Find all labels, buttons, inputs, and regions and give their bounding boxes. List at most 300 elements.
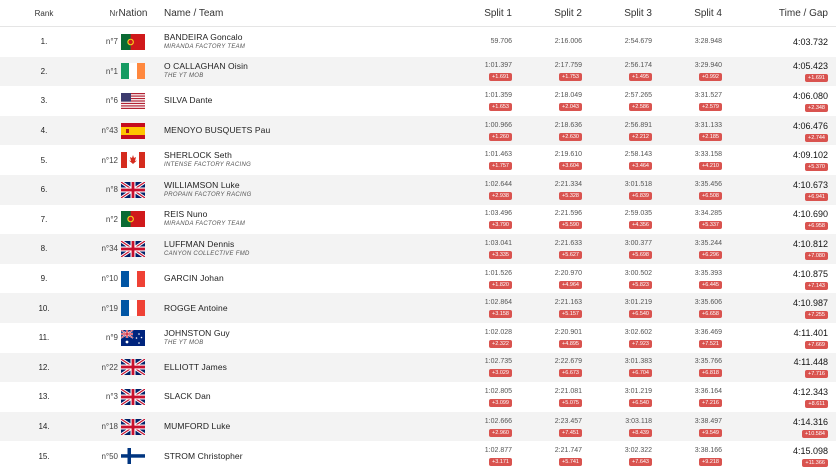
final-gap-badge: +7.669 xyxy=(805,341,828,349)
split-4-gap-badge: +6.818 xyxy=(699,369,722,377)
rank-cell: 13. xyxy=(38,392,50,402)
split-3-cell xyxy=(584,86,654,116)
split-3-gap-badge: +6.704 xyxy=(629,369,652,377)
split-2-cell xyxy=(514,293,584,323)
final-gap-badge: +7.255 xyxy=(805,311,828,319)
portugal-flag-icon xyxy=(121,34,145,50)
table-row[interactable] xyxy=(0,264,836,294)
time-gap-cell xyxy=(724,27,836,57)
bib-number: n°7 xyxy=(105,37,118,47)
split-4-time: 3:36.469 xyxy=(694,328,722,336)
rider-name[interactable]: SLACK Dan xyxy=(164,391,211,402)
bib-number: n°18 xyxy=(88,412,118,442)
split-3-cell xyxy=(584,205,654,235)
final-time: 4:10.875 xyxy=(792,268,828,279)
split-1-cell xyxy=(444,353,514,383)
final-gap-badge: +1.691 xyxy=(805,74,828,82)
nation-cell xyxy=(118,57,148,87)
france-flag-icon xyxy=(121,300,145,316)
split-4-time: 3:35.244 xyxy=(694,239,722,247)
table-row[interactable] xyxy=(0,175,836,205)
split-3-time: 2:54.679 xyxy=(624,37,652,45)
rank-cell: 15. xyxy=(38,451,50,461)
rider-name[interactable]: WILLIAMSON Luke xyxy=(164,179,240,190)
split-3-time: 3:02.322 xyxy=(624,447,652,455)
uk-flag-icon xyxy=(121,359,145,375)
bib-number: n°19 xyxy=(88,293,118,323)
split-3-time: 3:03.118 xyxy=(625,417,652,425)
rank-cell: 6. xyxy=(0,175,88,205)
split-2-time: 2:17.759 xyxy=(554,62,582,70)
split-1-gap-badge: +3.335 xyxy=(489,251,512,259)
split-1-gap-badge: +2.938 xyxy=(489,192,512,200)
team-name: CANYON COLLECTIVE FMD xyxy=(164,250,250,257)
split-3-cell xyxy=(584,234,654,264)
split-2-cell xyxy=(514,323,584,353)
time-gap-cell xyxy=(724,145,836,175)
split-3-time: 3:01.219 xyxy=(624,299,652,307)
header-nr[interactable]: Nr xyxy=(88,0,118,27)
split-2-gap-badge: +5.741 xyxy=(559,458,582,466)
rider-name[interactable]: SILVA Dante xyxy=(164,95,213,106)
time-gap-cell xyxy=(724,264,836,294)
split-1-time: 1:00.966 xyxy=(484,121,512,129)
rank-cell: 14. xyxy=(0,412,88,442)
split-2-time: 2:18.636 xyxy=(554,121,582,129)
nation-cell xyxy=(118,412,148,442)
table-row[interactable] xyxy=(0,57,836,87)
nation-cell xyxy=(118,382,148,412)
nation-cell xyxy=(118,234,148,264)
split-4-cell xyxy=(654,323,724,353)
split-2-cell xyxy=(514,116,584,146)
rank-cell: 12. xyxy=(0,353,88,383)
final-gap-badge: +11.366 xyxy=(802,459,828,467)
split-4-cell xyxy=(654,293,724,323)
portugal-flag-icon xyxy=(121,211,145,227)
split-1-cell xyxy=(444,264,514,294)
final-gap-badge: +6.941 xyxy=(805,193,828,201)
rider-name[interactable]: REIS Nuno xyxy=(164,209,208,220)
split-2-gap-badge: +5.627 xyxy=(559,251,582,259)
split-1-gap-badge: +3.171 xyxy=(489,458,512,466)
split-3-gap-badge: +8.439 xyxy=(629,429,652,437)
split-3-cell xyxy=(584,353,654,383)
split-4-time: 3:31.527 xyxy=(694,91,722,99)
split-4-cell xyxy=(654,264,724,294)
team-name: THE YT MOB xyxy=(164,73,204,80)
rank-cell: 1. xyxy=(40,37,48,47)
split-1-cell xyxy=(444,382,514,412)
time-gap-cell xyxy=(724,293,836,323)
bib-number: n°12 xyxy=(101,155,118,165)
name-team-cell xyxy=(148,234,444,264)
final-time: 4:10.673 xyxy=(792,179,828,190)
final-time: 4:09.102 xyxy=(792,150,828,161)
uk-flag-icon xyxy=(121,389,145,405)
australia-flag-icon xyxy=(121,330,145,346)
split-4-cell xyxy=(654,412,724,442)
split-3-gap-badge: +4.356 xyxy=(629,221,652,229)
split-1-gap-badge: +1.820 xyxy=(489,281,512,289)
header-split-1[interactable]: Split 1 xyxy=(444,0,514,27)
split-4-cell xyxy=(654,116,724,146)
final-gap-badge: +2.348 xyxy=(805,104,828,112)
split-1-gap-badge: +3.029 xyxy=(489,369,512,377)
time-gap-cell xyxy=(724,323,836,353)
bib-number: n°8 xyxy=(88,175,118,205)
split-3-time: 3:00.502 xyxy=(624,269,652,277)
split-2-time: 2:18.049 xyxy=(554,91,582,99)
rank-cell: 10. xyxy=(0,293,88,323)
split-2-cell xyxy=(514,205,584,235)
header-time-gap[interactable]: Time / Gap xyxy=(724,0,836,27)
split-3-gap-badge: +1.495 xyxy=(629,73,652,81)
header-nation[interactable]: Nation xyxy=(118,0,148,27)
split-1-time: 1:01.526 xyxy=(484,269,512,277)
split-1-gap-badge: +2.322 xyxy=(489,340,512,348)
split-2-cell xyxy=(514,264,584,294)
time-gap-cell xyxy=(724,382,836,412)
rider-name[interactable]: STROM Christopher xyxy=(164,450,243,461)
rider-name[interactable]: LUFFMAN Dennis xyxy=(164,238,235,249)
split-3-cell xyxy=(584,27,654,57)
split-2-cell xyxy=(514,353,584,383)
split-4-cell xyxy=(654,382,724,412)
split-4-gap-badge: +7.521 xyxy=(699,340,722,348)
bib-number: n°3 xyxy=(105,392,118,402)
split-2-gap-badge: +2.043 xyxy=(559,103,582,111)
header-rank[interactable]: Rank xyxy=(0,0,88,27)
split-3-gap-badge: +5.823 xyxy=(629,281,652,289)
table-row[interactable] xyxy=(0,441,836,471)
name-team-cell xyxy=(148,27,444,57)
split-4-time: 3:28.948 xyxy=(694,37,722,45)
table-row[interactable] xyxy=(0,412,836,442)
split-1-cell xyxy=(444,175,514,205)
final-gap-badge: +10.584 xyxy=(802,430,828,438)
split-1-time: 1:02.864 xyxy=(484,299,512,307)
final-time: 4:06.080 xyxy=(792,90,828,101)
split-3-gap-badge: +6.839 xyxy=(629,192,652,200)
table-row[interactable] xyxy=(0,234,836,264)
final-gap-badge: +7.080 xyxy=(805,252,828,260)
split-2-gap-badge: +4.964 xyxy=(559,281,582,289)
split-1-time: 1:02.666 xyxy=(484,417,512,425)
table-row[interactable] xyxy=(0,293,836,323)
split-3-time: 3:00.377 xyxy=(624,239,652,247)
nation-cell xyxy=(118,264,148,294)
split-4-time: 3:35.766 xyxy=(694,358,722,366)
rank-cell: 3. xyxy=(40,96,48,106)
split-1-time: 1:02.877 xyxy=(484,447,512,455)
split-4-cell xyxy=(654,86,724,116)
name-team-cell xyxy=(148,86,444,116)
split-2-gap-badge: +5.590 xyxy=(559,221,582,229)
bib-number: n°9 xyxy=(105,333,118,343)
name-team-cell xyxy=(148,441,444,471)
split-3-cell xyxy=(584,57,654,87)
split-1-time: 1:01.397 xyxy=(484,62,512,70)
table-row[interactable] xyxy=(0,116,836,146)
team-name: PROPAIN FACTORY RACING xyxy=(164,191,252,198)
spain-flag-icon xyxy=(121,123,145,139)
time-gap-cell xyxy=(724,116,836,146)
split-4-gap-badge: +6.445 xyxy=(699,281,722,289)
split-3-cell xyxy=(584,412,654,442)
split-2-time: 2:21.334 xyxy=(554,180,582,188)
split-3-cell xyxy=(584,145,654,175)
time-gap-cell xyxy=(724,57,836,87)
rider-name[interactable]: ROGGE Antoine xyxy=(164,302,228,313)
table-row[interactable] xyxy=(0,353,836,383)
final-gap-badge: +7.716 xyxy=(805,370,828,378)
split-4-cell xyxy=(654,57,724,87)
name-team-cell xyxy=(148,116,444,146)
split-1-cell xyxy=(444,116,514,146)
split-2-cell xyxy=(514,175,584,205)
header-split-4[interactable]: Split 4 xyxy=(654,0,724,27)
split-1-time: 1:02.644 xyxy=(484,180,512,188)
split-3-gap-badge: +2.586 xyxy=(629,103,652,111)
canada-flag-icon xyxy=(121,152,145,168)
rank-cell: 2. xyxy=(0,57,88,87)
nation-cell xyxy=(118,353,148,383)
split-1-time: 1:03.496 xyxy=(484,210,512,218)
split-1-cell xyxy=(444,323,514,353)
split-2-time: 2:21.163 xyxy=(554,299,582,307)
split-4-gap-badge: +9.218 xyxy=(699,458,722,466)
nation-cell xyxy=(118,145,148,175)
rider-name[interactable]: O CALLAGHAN Oisin xyxy=(164,61,248,72)
ireland-flag-icon xyxy=(121,63,145,79)
split-2-cell xyxy=(514,412,584,442)
split-3-cell xyxy=(584,323,654,353)
team-name: INTENSE FACTORY RACING xyxy=(164,162,252,169)
split-3-gap-badge: +3.464 xyxy=(629,162,652,170)
split-2-cell xyxy=(514,86,584,116)
split-4-time: 3:34.285 xyxy=(694,210,722,218)
bib-number: n°43 xyxy=(88,116,118,146)
split-3-gap-badge: +5.698 xyxy=(629,251,652,259)
split-4-gap-badge: +5.337 xyxy=(699,221,722,229)
nation-cell xyxy=(118,116,148,146)
split-3-cell xyxy=(584,441,654,471)
bib-number: n°1 xyxy=(88,57,118,87)
split-4-gap-badge: +6.296 xyxy=(699,251,722,259)
final-time: 4:14.316 xyxy=(792,416,828,427)
usa-flag-icon xyxy=(121,93,145,109)
team-name: MIRANDA FACTORY TEAM xyxy=(164,43,246,50)
nation-cell xyxy=(118,293,148,323)
split-4-cell xyxy=(654,27,724,57)
name-team-cell xyxy=(148,175,444,205)
split-3-time: 3:02.602 xyxy=(624,328,652,336)
split-4-time: 3:35.606 xyxy=(694,299,722,307)
split-2-time: 2:21.633 xyxy=(554,239,582,247)
split-3-time: 3:01.383 xyxy=(624,358,652,366)
name-team-cell xyxy=(148,293,444,323)
table-row[interactable] xyxy=(0,382,836,412)
header-name-team[interactable]: Name / Team xyxy=(148,0,444,27)
split-2-time: 2:16.006 xyxy=(554,37,582,45)
team-name: THE YT MOB xyxy=(164,339,204,346)
bib-number: n°2 xyxy=(105,214,118,224)
name-team-cell xyxy=(148,205,444,235)
split-2-gap-badge: +3.604 xyxy=(559,162,582,170)
final-time: 4:11.401 xyxy=(793,327,828,338)
bib-number: n°6 xyxy=(105,96,118,106)
split-2-time: 2:20.901 xyxy=(554,328,582,336)
split-4-cell xyxy=(654,175,724,205)
bib-number: n°50 xyxy=(101,451,118,461)
table-row[interactable] xyxy=(0,145,836,175)
split-1-gap-badge: +2.960 xyxy=(489,429,512,437)
split-2-cell xyxy=(514,57,584,87)
final-gap-badge: +6.958 xyxy=(805,222,828,230)
rider-name[interactable]: BANDEIRA Goncalo xyxy=(164,31,243,42)
split-3-time: 2:57.265 xyxy=(624,91,652,99)
table-row[interactable] xyxy=(0,205,836,235)
split-4-gap-badge: +2.185 xyxy=(699,133,722,141)
name-team-cell xyxy=(148,264,444,294)
split-2-gap-badge: +5.075 xyxy=(559,399,582,407)
split-2-cell xyxy=(514,27,584,57)
split-2-time: 2:20.970 xyxy=(554,269,582,277)
rider-name[interactable]: MUMFORD Luke xyxy=(164,421,231,432)
split-4-gap-badge: +6.658 xyxy=(699,310,722,318)
split-3-cell xyxy=(584,382,654,412)
rank-cell: 5. xyxy=(40,155,48,165)
split-1-gap-badge: +3.790 xyxy=(489,221,512,229)
split-3-cell xyxy=(584,175,654,205)
final-time: 4:03.732 xyxy=(792,36,828,47)
split-1-gap-badge: +3.099 xyxy=(489,399,512,407)
split-1-cell xyxy=(444,293,514,323)
rank-cell: 9. xyxy=(40,274,48,284)
rider-name[interactable]: GARCIN Johan xyxy=(164,273,224,284)
split-1-gap-badge: +1.653 xyxy=(489,103,512,111)
split-1-gap-badge: +1.691 xyxy=(489,73,512,81)
final-gap-badge: +7.143 xyxy=(805,282,828,290)
split-4-gap-badge: +7.216 xyxy=(699,399,722,407)
split-4-time: 3:31.133 xyxy=(694,121,722,129)
split-1-gap-badge: +1.757 xyxy=(489,162,512,170)
split-4-gap-badge: +4.210 xyxy=(699,162,722,170)
split-2-time: 2:19.610 xyxy=(554,151,582,159)
name-team-cell xyxy=(148,57,444,87)
split-3-time: 2:58.143 xyxy=(624,151,652,159)
split-4-time: 3:38.166 xyxy=(694,447,722,455)
split-1-cell xyxy=(444,86,514,116)
time-gap-cell xyxy=(724,205,836,235)
table-row[interactable] xyxy=(0,27,836,57)
name-team-cell xyxy=(148,145,444,175)
split-3-gap-badge: +7.643 xyxy=(629,458,652,466)
split-1-cell xyxy=(444,412,514,442)
rider-name[interactable]: MENOYO BUSQUETS Pau xyxy=(164,125,271,136)
split-2-time: 2:21.596 xyxy=(554,210,582,218)
header-split-3[interactable]: Split 3 xyxy=(584,0,654,27)
split-4-time: 3:29.940 xyxy=(694,62,722,70)
final-gap-badge: +5.370 xyxy=(805,163,828,171)
name-team-cell xyxy=(148,382,444,412)
bib-number: n°10 xyxy=(101,274,118,284)
bib-number: n°22 xyxy=(88,353,118,383)
split-2-gap-badge: +4.895 xyxy=(559,340,582,348)
split-1-cell xyxy=(444,57,514,87)
final-time: 4:12.343 xyxy=(792,386,828,397)
split-1-time: 1:02.735 xyxy=(484,358,512,366)
time-gap-cell xyxy=(724,412,836,442)
split-2-gap-badge: +5.157 xyxy=(559,310,582,318)
rider-name[interactable]: JOHNSTON Guy xyxy=(164,327,230,338)
split-4-gap-badge: +2.579 xyxy=(699,103,722,111)
split-3-gap-badge: +2.212 xyxy=(629,133,652,141)
nation-cell xyxy=(118,86,148,116)
split-4-gap-badge: +9.549 xyxy=(699,429,722,437)
split-1-time: 1:01.463 xyxy=(484,151,512,159)
split-2-cell xyxy=(514,234,584,264)
finland-flag-icon xyxy=(121,448,145,464)
split-1-cell xyxy=(444,205,514,235)
split-2-cell xyxy=(514,382,584,412)
split-2-gap-badge: +1.753 xyxy=(559,73,582,81)
split-3-time: 3:01.219 xyxy=(624,387,652,395)
table-header-row xyxy=(0,0,836,27)
rider-name[interactable]: ELLIOTT James xyxy=(164,361,228,372)
final-time: 4:05.423 xyxy=(792,61,828,72)
split-1-time: 1:03.041 xyxy=(484,239,512,247)
split-2-gap-badge: +5.328 xyxy=(559,192,582,200)
final-time: 4:11.448 xyxy=(793,357,828,368)
split-3-cell xyxy=(584,116,654,146)
split-3-cell xyxy=(584,293,654,323)
split-4-time: 3:35.393 xyxy=(694,269,722,277)
final-time: 4:10.987 xyxy=(792,298,828,309)
split-3-gap-badge: +6.540 xyxy=(629,310,652,318)
split-1-time: 1:01.359 xyxy=(484,91,512,99)
split-4-cell xyxy=(654,353,724,383)
header-split-2[interactable]: Split 2 xyxy=(514,0,584,27)
nation-cell xyxy=(118,441,148,471)
rider-name[interactable]: SHERLOCK Seth xyxy=(164,150,232,161)
split-3-time: 2:56.174 xyxy=(624,62,652,70)
time-gap-cell xyxy=(724,86,836,116)
uk-flag-icon xyxy=(121,241,145,257)
split-1-cell xyxy=(444,27,514,57)
split-3-gap-badge: +6.540 xyxy=(629,399,652,407)
split-1-gap-badge: +1.260 xyxy=(489,133,512,141)
split-1-time: 59.706 xyxy=(490,37,512,45)
split-2-time: 2:23.457 xyxy=(554,417,582,425)
uk-flag-icon xyxy=(121,419,145,435)
split-4-cell xyxy=(654,205,724,235)
final-time: 4:06.476 xyxy=(792,120,828,131)
split-1-time: 1:02.805 xyxy=(484,387,512,395)
table-row[interactable] xyxy=(0,86,836,116)
nation-cell xyxy=(118,205,148,235)
split-2-gap-badge: +7.451 xyxy=(559,429,582,437)
split-3-cell xyxy=(584,264,654,294)
name-team-cell xyxy=(148,353,444,383)
split-1-time: 1:02.028 xyxy=(484,328,512,336)
table-row[interactable] xyxy=(0,323,836,353)
split-4-time: 3:35.456 xyxy=(694,180,722,188)
rank-cell: 8. xyxy=(0,234,88,264)
time-gap-cell xyxy=(724,353,836,383)
time-gap-cell xyxy=(724,234,836,264)
